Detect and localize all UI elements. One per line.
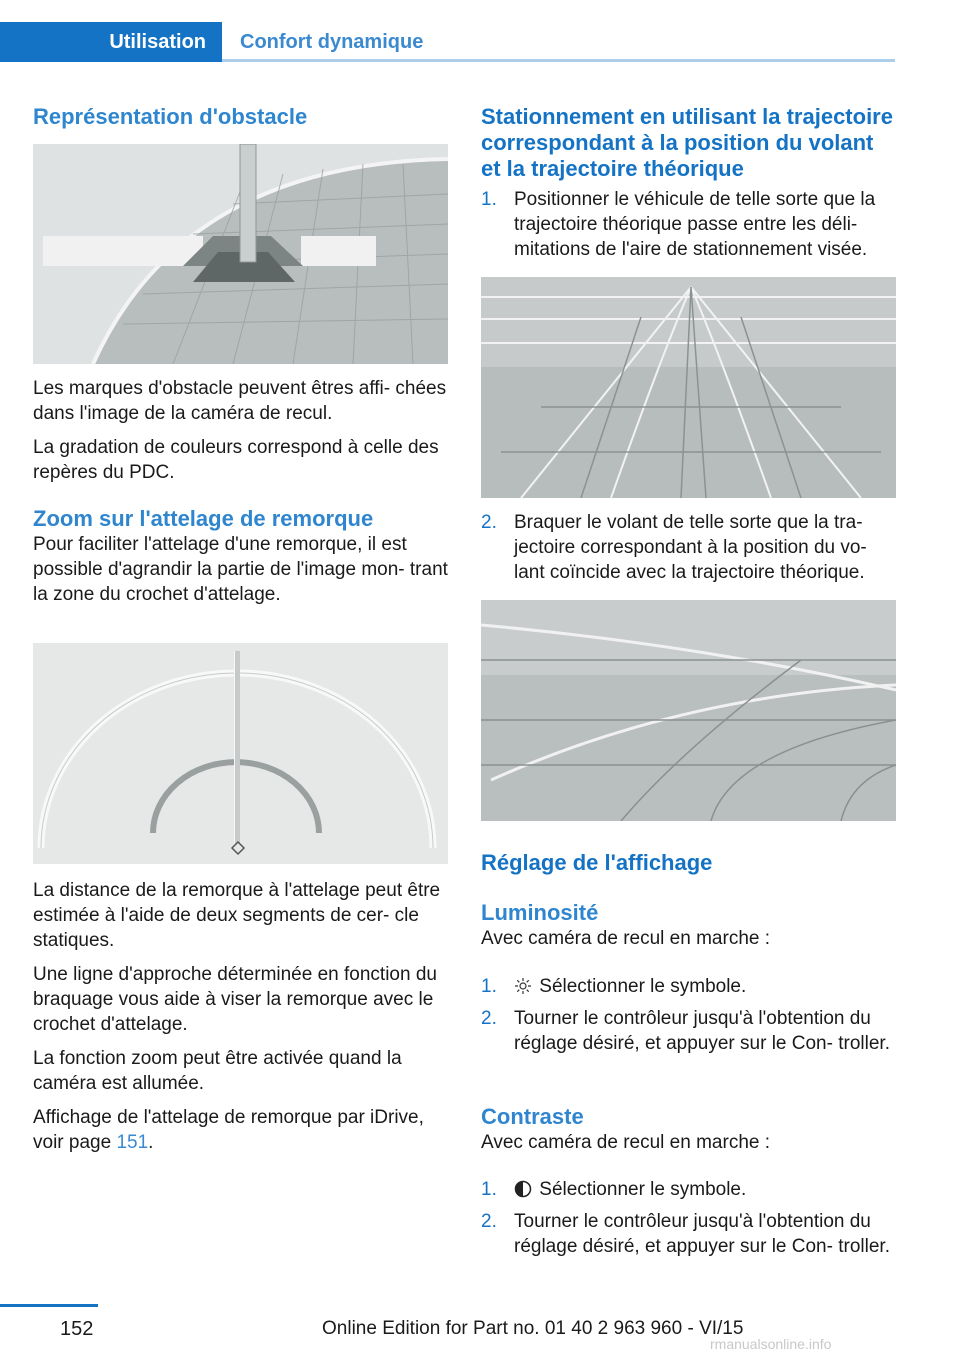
heading-brightness: Luminosité xyxy=(481,900,599,925)
step-number: 1. xyxy=(481,976,497,997)
paragraph-zoom-function: La fonction zoom peut être activée quand la caméra est allumée. xyxy=(33,1048,402,1094)
step-text: Positionner le véhicule de telle sorte que la trajectoire théorique passe entre les déli‐ mitations de l'aire de stationnement visée. xyxy=(514,189,876,260)
step-label: Sélectionner le symbole. xyxy=(539,1179,747,1200)
contrast-icon[interactable] xyxy=(514,1180,534,1205)
tab-confort-dynamique[interactable]: Confort dynamique xyxy=(240,31,424,53)
obstacle-image xyxy=(33,144,448,364)
paragraph-brightness: Avec caméra de recul en marche : xyxy=(481,928,771,949)
right-column xyxy=(481,104,896,182)
step-text: Tourner le contrôleur jusqu'à l'obtention du réglage désiré, et appuyer sur le Con‐ troller. xyxy=(514,1008,890,1054)
step-number: 2. xyxy=(481,1211,497,1232)
coincide-trajectory-image xyxy=(481,600,896,821)
idrive-text: Affichage de l'attelage de remorque par iDrive, voir page xyxy=(33,1107,424,1153)
tab-utilisation[interactable]: Utilisation xyxy=(0,22,222,62)
contrast-section xyxy=(481,1104,896,1155)
trailer-text xyxy=(33,878,448,1155)
step-text xyxy=(514,974,899,1002)
edition-text: Online Edition for Part no. 01 40 2 963 960 - VI/15 xyxy=(322,1318,744,1339)
step-label: Sélectionner le symbole. xyxy=(539,976,747,997)
paragraph-contrast: Avec caméra de recul en marche : xyxy=(481,1132,771,1153)
heading-parking: Stationnement en utilisant la trajectoire correspondant à la position du volant et la trajectoire théorique xyxy=(481,104,893,181)
idrive-period: . xyxy=(148,1132,154,1153)
step-number: 2. xyxy=(481,512,497,533)
footer-divider xyxy=(0,1304,98,1307)
theoretical-trajectory-image xyxy=(481,277,896,498)
paragraph-obstacle-marks: Les marques d'obstacle peuvent êtres affi‐ chées dans l'image de la caméra de recul. xyxy=(33,378,447,424)
step-number: 1. xyxy=(481,1179,497,1200)
paragraph-color-gradation: La gradation de couleurs correspond à celle des repères du PDC. xyxy=(33,437,439,483)
heading-obstacle: Représentation d'obstacle xyxy=(33,104,308,129)
header-divider xyxy=(222,59,895,62)
display-settings xyxy=(481,850,896,951)
paragraph-idrive xyxy=(33,1105,448,1155)
page-link-151[interactable]: 151 xyxy=(116,1132,149,1153)
paragraph-approach-line: Une ligne d'approche déterminée en fonction du braquage vous aide à viser la remorque avec le crochet d'attelage. xyxy=(33,964,437,1035)
step-text: Tourner le contrôleur jusqu'à l'obtention du réglage désiré, et appuyer sur le Con‐ troller. xyxy=(514,1211,890,1257)
paragraph-zoom-intro: Pour faciliter l'attelage d'une remorque, il est possible d'agrandir la partie de l'image mon‐ trant la zone du crochet d'attelage. xyxy=(33,534,448,605)
page-number: 152 xyxy=(60,1318,94,1340)
heading-display: Réglage de l'affichage xyxy=(481,850,713,875)
paragraph-distance: La distance de la remorque à l'attelage peut être estimée à l'aide de deux segments de cer‐ cle statiques. xyxy=(33,880,441,951)
heading-contrast: Contraste xyxy=(481,1104,584,1129)
obstacle-text xyxy=(33,376,448,607)
header-bar xyxy=(0,22,895,62)
step-number: 2. xyxy=(481,1008,497,1029)
step-text xyxy=(514,1177,899,1205)
step-number: 1. xyxy=(481,189,497,210)
heading-zoom: Zoom sur l'attelage de remorque xyxy=(33,506,374,531)
left-column xyxy=(33,104,448,130)
brightness-icon[interactable] xyxy=(514,977,534,1002)
step-text: Braquer le volant de telle sorte que la tra‐ jectoire correspondant à la position du vo‐ lant coïncide avec la trajectoire théorique. xyxy=(514,512,867,583)
trailer-zoom-image xyxy=(33,643,448,864)
watermark: rmanualsonline.info xyxy=(710,1336,832,1352)
